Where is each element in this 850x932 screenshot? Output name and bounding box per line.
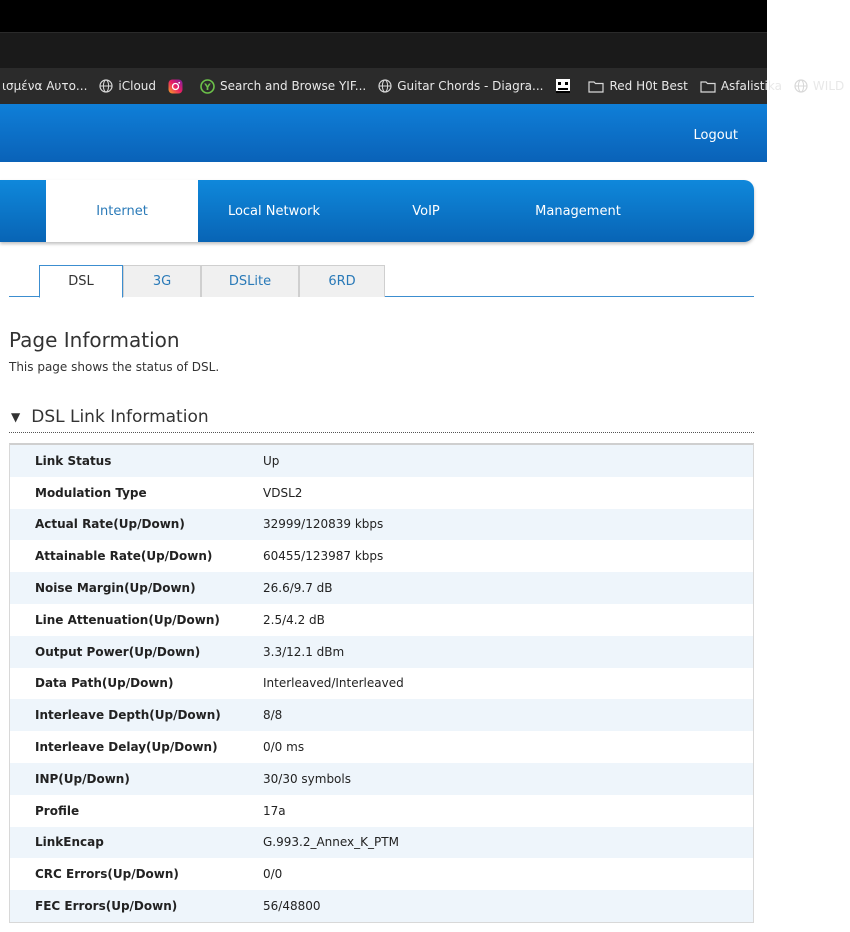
bookmark-0[interactable] xyxy=(0,68,93,104)
logout-link[interactable]: Logout xyxy=(693,128,738,143)
row-value: Up xyxy=(263,453,280,468)
bookmark-8[interactable] xyxy=(788,68,850,104)
row-label: Profile xyxy=(35,803,80,818)
section-title: DSL Link Information xyxy=(31,407,209,427)
row-label: Data Path(Up/Down) xyxy=(35,676,174,691)
row-label: Output Power(Up/Down) xyxy=(35,644,201,659)
nav-local-network[interactable]: Local Network xyxy=(227,203,321,219)
row-value: 60455/123987 kbps xyxy=(263,549,384,564)
bookmark-6[interactable] xyxy=(582,68,693,104)
yify-icon xyxy=(200,79,215,94)
bookmark-1[interactable] xyxy=(93,68,162,104)
table-row xyxy=(10,763,753,795)
table-row xyxy=(10,445,753,477)
row-value: 0/0 ms xyxy=(263,740,305,755)
row-label: Noise Margin(Up/Down) xyxy=(35,581,196,596)
browser-title-bar xyxy=(0,0,767,32)
row-label: INP(Up/Down) xyxy=(35,771,130,786)
bookmark-4[interactable] xyxy=(372,68,549,104)
bookmark-3[interactable] xyxy=(194,68,372,104)
tab-3g[interactable]: 3G xyxy=(123,265,201,297)
folder-icon xyxy=(700,80,716,93)
folder-icon xyxy=(588,80,604,93)
page-description: This page shows the status of DSL. xyxy=(9,360,220,374)
bookmark-label: Red H0t Best xyxy=(609,79,688,93)
globe-icon xyxy=(378,79,392,93)
nav-voip[interactable]: VoIP xyxy=(412,203,440,219)
table-row xyxy=(10,477,753,509)
row-value: 30/30 symbols xyxy=(263,771,351,786)
bookmark-label: Search and Browse YIF... xyxy=(220,79,367,93)
row-label: Interleave Depth(Up/Down) xyxy=(35,708,221,723)
row-label: Interleave Delay(Up/Down) xyxy=(35,740,218,755)
bookmark-label: ισμένα Αυτο... xyxy=(2,79,88,93)
row-value: 2.5/4.2 dB xyxy=(263,612,325,627)
dsl-info-table xyxy=(9,443,754,923)
row-value: 56/48800 xyxy=(263,899,321,914)
bookmarks-bar xyxy=(0,68,845,104)
row-value: 8/8 xyxy=(263,708,283,723)
row-label: Attainable Rate(Up/Down) xyxy=(35,549,213,564)
row-label: FEC Errors(Up/Down) xyxy=(35,899,178,914)
globe-icon xyxy=(99,79,113,93)
router-header xyxy=(0,104,767,162)
page-title: Page Information xyxy=(9,328,180,352)
nav-management[interactable]: Management xyxy=(535,203,621,219)
row-label: Line Attenuation(Up/Down) xyxy=(35,612,220,627)
table-row xyxy=(10,858,753,890)
bookmark-7[interactable] xyxy=(694,68,788,104)
nav-internet[interactable]: Internet xyxy=(46,180,198,242)
table-row xyxy=(10,890,753,922)
row-value: 3.3/12.1 dBm xyxy=(263,644,345,659)
row-label: Modulation Type xyxy=(35,485,147,500)
instagram-icon xyxy=(168,79,183,94)
table-row xyxy=(10,699,753,731)
tab-dsl[interactable]: DSL xyxy=(39,265,123,298)
table-row xyxy=(10,827,753,859)
row-label: LinkEncap xyxy=(35,835,104,850)
bookmark-2[interactable] xyxy=(162,68,194,104)
row-value: 17a xyxy=(263,803,286,818)
row-value: 26.6/9.7 dB xyxy=(263,581,333,596)
pixel-face-icon xyxy=(555,78,571,94)
bookmark-label: iCloud xyxy=(118,79,157,93)
browser-tab-strip xyxy=(0,32,767,68)
table-row xyxy=(10,604,753,636)
bookmark-label: Guitar Chords - Diagra... xyxy=(397,79,544,93)
table-row xyxy=(10,540,753,572)
row-value: Interleaved/Interleaved xyxy=(263,676,404,691)
table-row xyxy=(10,731,753,763)
table-row xyxy=(10,668,753,700)
main-nav xyxy=(0,180,754,242)
globe-icon xyxy=(794,79,808,93)
tab-dslite[interactable]: DSLite xyxy=(201,265,299,297)
table-row xyxy=(10,509,753,541)
row-label: Actual Rate(Up/Down) xyxy=(35,517,185,532)
table-row xyxy=(10,636,753,668)
row-value: G.993.2_Annex_K_PTM xyxy=(263,835,399,850)
table-row xyxy=(10,572,753,604)
row-value: 32999/120839 kbps xyxy=(263,517,384,532)
row-label: CRC Errors(Up/Down) xyxy=(35,867,179,882)
row-value: 0/0 xyxy=(263,867,283,882)
table-row xyxy=(10,795,753,827)
row-value: VDSL2 xyxy=(263,485,303,500)
tab-6rd[interactable]: 6RD xyxy=(299,265,385,297)
svg-text:Y: Y xyxy=(204,82,211,93)
row-label: Link Status xyxy=(35,453,112,468)
bookmark-5[interactable] xyxy=(549,68,582,104)
section-header[interactable] xyxy=(9,402,754,433)
collapse-triangle-icon[interactable]: ▼ xyxy=(11,410,21,424)
sub-tabs xyxy=(9,265,754,297)
bookmark-label: WILD xyxy=(812,79,845,93)
bookmark-label: Asfalistika xyxy=(720,79,782,93)
